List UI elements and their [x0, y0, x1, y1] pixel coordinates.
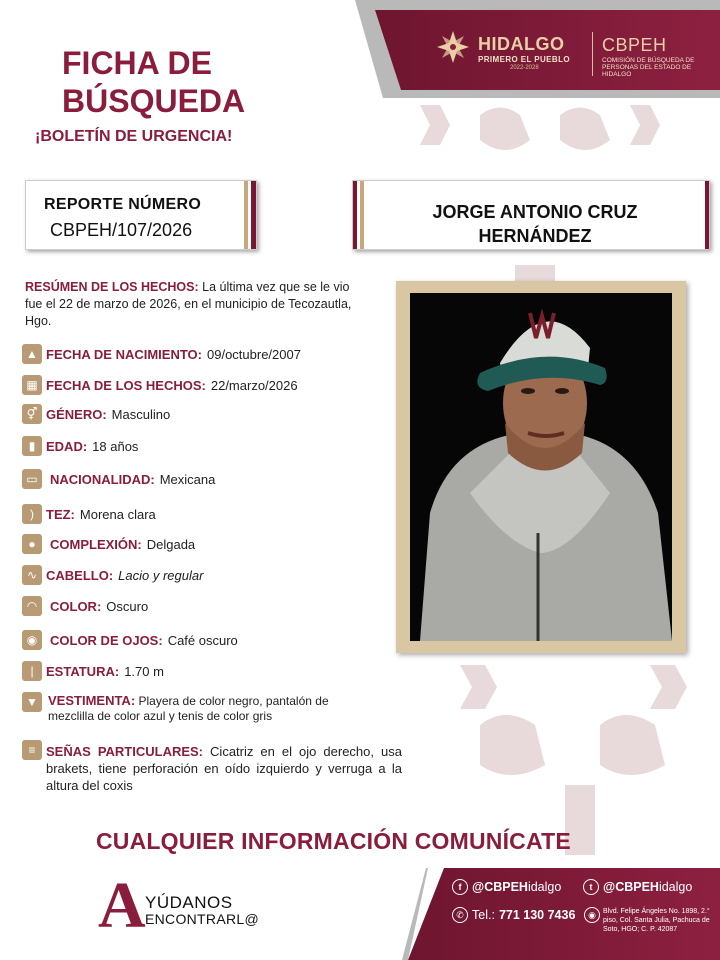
decorative-pattern-lower: [440, 655, 720, 855]
facebook-contact[interactable]: [452, 879, 561, 895]
org-name: HIDALGO: [478, 34, 565, 54]
report-number: CBPEH/107/2026: [50, 220, 193, 240]
address: Blvd. Felipe Ángeles No. 1898, 2.° piso, Col. Santa Julia, Pachuca de Soto, HGO; C. P. 42087: [603, 908, 710, 933]
person-photo-illustration: [410, 293, 672, 641]
fact-value: 22/marzo/2026: [210, 377, 298, 393]
location-icon: ◉: [584, 907, 600, 923]
fact-eye-color: [22, 630, 238, 650]
marks-label: SEÑAS PARTICULARES:: [46, 744, 204, 759]
call-to-action: CUALQUIER INFORMACIÓN COMUNÍCATE: [96, 828, 571, 854]
calendar-icon: ▦: [22, 375, 42, 395]
hair-color-icon: ◠: [22, 596, 42, 616]
fact-label: COLOR DE OJOS:: [50, 632, 163, 648]
fact-hair: [22, 565, 203, 585]
fact-label: GÉNERO:: [46, 406, 107, 422]
fact-value: Delgada: [146, 536, 196, 552]
fact-gender: [22, 404, 170, 424]
cake-icon: ▲: [22, 344, 42, 364]
fact-age: [22, 436, 138, 456]
campaign-line-1: YÚDANOS: [145, 893, 233, 912]
phone-contact[interactable]: [452, 907, 575, 923]
marks-icon: ≡: [22, 740, 42, 760]
body-icon: ●: [22, 534, 42, 554]
person-name: [370, 200, 700, 248]
eye-icon: ◉: [22, 630, 42, 650]
age-icon: ▮: [22, 436, 42, 456]
fact-label: TEZ:: [46, 506, 75, 522]
ruler-icon: |: [22, 661, 42, 681]
summary-label: RESÚMEN DE LOS HECHOS:: [25, 280, 199, 294]
facebook-handle-rest: idalgo: [527, 880, 562, 894]
fact-height: [22, 661, 164, 681]
agency-full-name: COMISIÓN DE BÚSQUEDA DE PERSONAS DEL ESTADO DE HIDALGO: [602, 57, 695, 78]
clothing-label: VESTIMENTA:: [48, 693, 136, 708]
fact-birthdate: [22, 344, 301, 364]
campaign-line-2: ENCONTRARL@: [145, 911, 259, 927]
fact-build: [22, 534, 195, 554]
fact-value: 18 años: [92, 438, 139, 454]
campaign-logo-letter: A: [98, 869, 146, 942]
fact-value: Café oscuro: [167, 632, 238, 648]
fact-value: 09/octubre/2007: [207, 346, 301, 362]
org-years: 2022-2028: [510, 65, 539, 71]
fact-label: EDAD:: [46, 438, 88, 454]
twitter-contact[interactable]: [583, 879, 692, 895]
fact-value: Lacio y regular: [118, 567, 204, 583]
fact-nationality: [22, 469, 215, 489]
page-title: [62, 44, 245, 120]
fact-label: FECHA DE NACIMIENTO:: [46, 346, 202, 362]
title-line-1: FICHA DE: [62, 45, 212, 81]
fact-label: COLOR:: [50, 598, 102, 614]
fact-label: CABELLO:: [46, 567, 114, 583]
skin-icon: ): [22, 504, 42, 524]
twitter-icon: t: [583, 879, 599, 895]
marks-value: Cicatriz en el ojo derecho, usa brakets, tiene perforación en oído izquierdo y verruga a la altura del coxis: [46, 744, 402, 793]
fact-marks: [46, 743, 402, 794]
clothing-value: Playera de color negro, pantalón de mezclilla de color azul y tenis de color gris: [48, 694, 329, 723]
phone-number: 771 130 7436: [498, 908, 576, 922]
agency-acronym: CBPEH: [602, 35, 667, 55]
facebook-icon: f: [452, 879, 468, 895]
summary-text: La última vez que se le vio fue el 22 de marzo de 2026, en el municipio de Tecozautla, Hgo.: [25, 280, 352, 328]
id-card-icon: ▭: [22, 469, 42, 489]
fact-label: COMPLEXIÓN:: [50, 536, 142, 552]
fact-value: 1.70 m: [124, 663, 164, 679]
fact-label: FECHA DE LOS HECHOS:: [46, 377, 206, 393]
shirt-icon: ▼: [22, 692, 42, 712]
name-line-1: JORGE ANTONIO CRUZ: [432, 202, 638, 222]
hidalgo-logo-icon: [436, 30, 470, 64]
summary: [25, 279, 361, 330]
facebook-handle: @CBPEH: [472, 880, 528, 894]
report-label: REPORTE NÚMERO: [44, 196, 202, 213]
phone-label: Tel.:: [472, 908, 495, 922]
fact-value: Masculino: [111, 406, 171, 422]
name-line-2: HERNÁNDEZ: [478, 226, 592, 246]
fact-value: Mexicana: [159, 471, 216, 487]
urgency-subtitle: ¡BOLETÍN DE URGENCIA!: [35, 128, 233, 145]
fact-skin: [22, 504, 156, 524]
twitter-handle: @CBPEH: [603, 880, 659, 894]
fact-label: ESTATURA:: [46, 663, 120, 679]
fact-clothing: [48, 693, 368, 724]
phone-icon: ✆: [452, 907, 468, 923]
fact-event-date: [22, 375, 298, 395]
title-line-2: BÚSQUEDA: [62, 83, 246, 119]
fact-label: NACIONALIDAD:: [50, 471, 155, 487]
fact-hair-color: [22, 596, 148, 616]
gender-icon: ⚥: [22, 404, 42, 424]
person-photo: [410, 293, 672, 641]
org-tagline: PRIMERO EL PUEBLO: [478, 55, 570, 64]
header-divider: [592, 32, 593, 76]
hair-icon: ∿: [22, 565, 42, 585]
twitter-handle-rest: idalgo: [658, 880, 693, 894]
fact-value: Morena clara: [79, 506, 156, 522]
fact-value: Oscuro: [106, 598, 149, 614]
